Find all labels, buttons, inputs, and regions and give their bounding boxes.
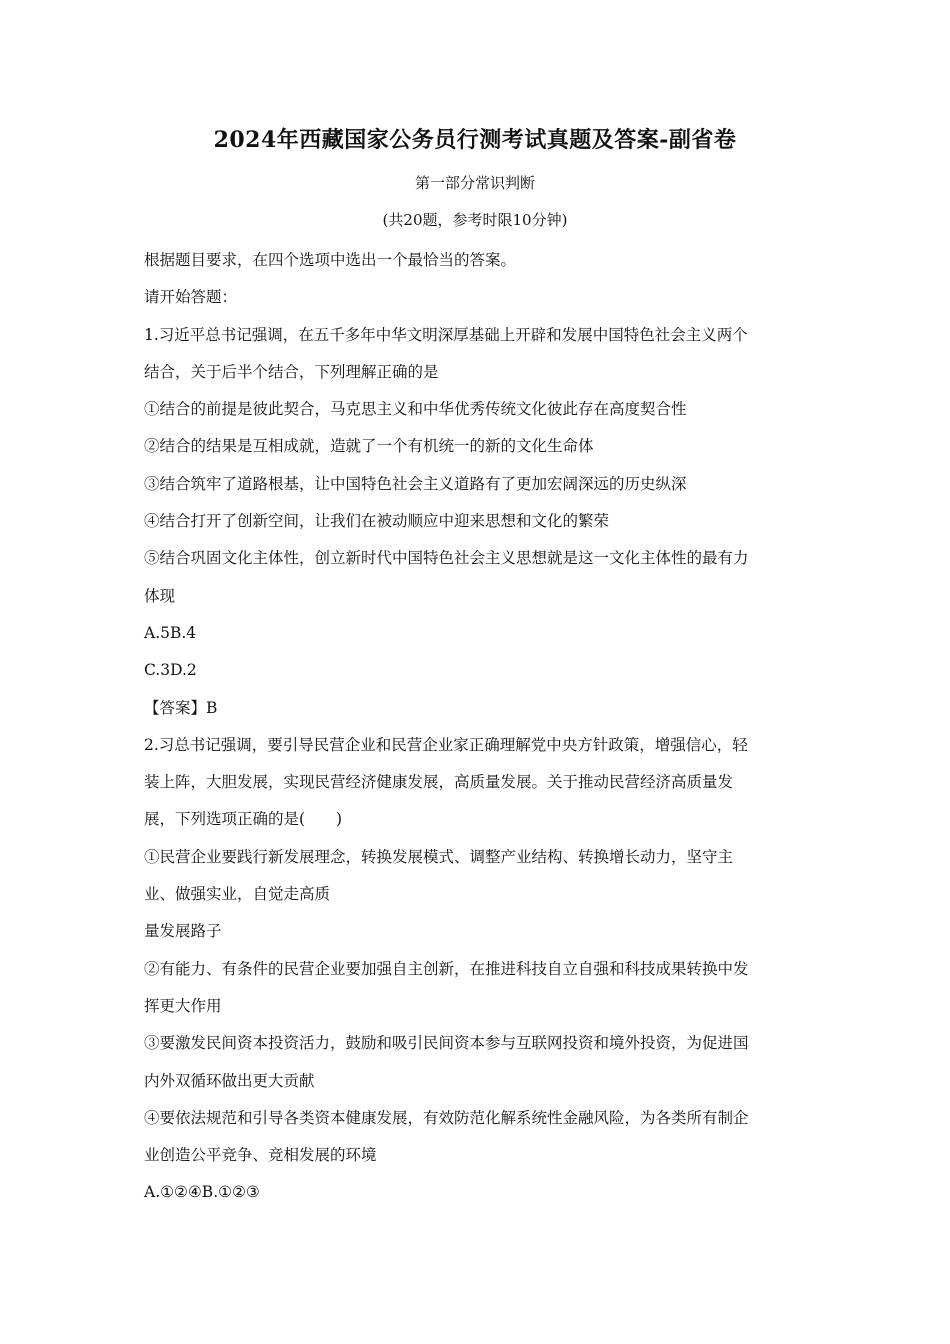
question-1-statement: 体现 xyxy=(144,586,176,605)
question-2-statement: 业、做强实业，自觉走高质 xyxy=(144,885,331,904)
question-2-stem: 2.习总书记强调，要引导民营企业和民营企业家正确理解党中央方针政策，增强信心，轻 xyxy=(144,735,748,754)
question-1-options: A.5B.4 xyxy=(144,623,197,642)
question-2-statement: ③要激发民间资本投资活力，鼓励和吸引民间资本参与互联网投资和境外投资，为促进国 xyxy=(144,1034,749,1053)
question-2-stem: 装上阵，大胆发展，实现民营经济健康发展，高质量发展。关于推动民营经济高质量发 xyxy=(144,773,734,792)
question-1-options: C.3D.2 xyxy=(144,661,197,680)
question-2-options: A.①②④B.①②③ xyxy=(144,1183,260,1202)
question-1-stem: 结合，关于后半个结合，下列理解正确的是 xyxy=(144,362,439,381)
section-heading: 第一部分常识判断 xyxy=(414,174,535,192)
question-1-statement: ⑤结合巩固文化主体性，创立新时代中国特色社会主义思想就是这一文化主体性的最有力 xyxy=(144,549,749,568)
question-2-statement: ④要依法规范和引导各类资本健康发展，有效防范化解系统性金融风险，为各类所有制企 xyxy=(144,1108,749,1127)
instruction-line: 请开始答题： xyxy=(144,288,238,307)
question-1-statement: ④结合打开了创新空间，让我们在被动顺应中迎来思想和文化的繁荣 xyxy=(144,512,610,531)
question-2-statement: 内外双循环做出更大贡献 xyxy=(144,1071,315,1090)
question-1-answer: 【答案】B xyxy=(144,698,218,717)
section-note: (共20题，参考时限10分钟) xyxy=(382,211,568,229)
question-body xyxy=(144,242,814,1212)
question-1-stem: 1.习近平总书记强调，在五千多年中华文明深厚基础上开辟和发展中国特色社会主义两个 xyxy=(144,325,748,344)
question-1-statement: ②结合的结果是互相成就，造就了一个有机统一的新的文化生命体 xyxy=(144,437,594,456)
question-2-statement: 业创造公平竞争、竞相发展的环境 xyxy=(144,1146,377,1165)
question-2-statement: 挥更大作用 xyxy=(144,996,222,1015)
instruction-line: 根据题目要求，在四个选项中选出一个最恰当的答案。 xyxy=(144,251,517,269)
document-title: 2024年西藏国家公务员行测考试真题及答案-副省卷 xyxy=(213,127,737,153)
question-2-statement: ①民营企业要践行新发展理念，转换发展模式、调整产业结构、转换增长动力，坚守主 xyxy=(144,847,734,866)
question-2-statement: 量发展路子 xyxy=(144,922,222,941)
question-1-statement: ③结合筑牢了道路根基，让中国特色社会主义道路有了更加宏阔深远的历史纵深 xyxy=(144,474,687,493)
question-2-statement: ②有能力、有条件的民营企业要加强自主创新，在推进科技自立自强和科技成果转换中发 xyxy=(144,959,749,978)
question-1-statement: ①结合的前提是彼此契合，马克思主义和中华优秀传统文化彼此存在高度契合性 xyxy=(144,400,687,419)
question-2-stem: 展，下列选项正确的是( ) xyxy=(144,810,343,829)
